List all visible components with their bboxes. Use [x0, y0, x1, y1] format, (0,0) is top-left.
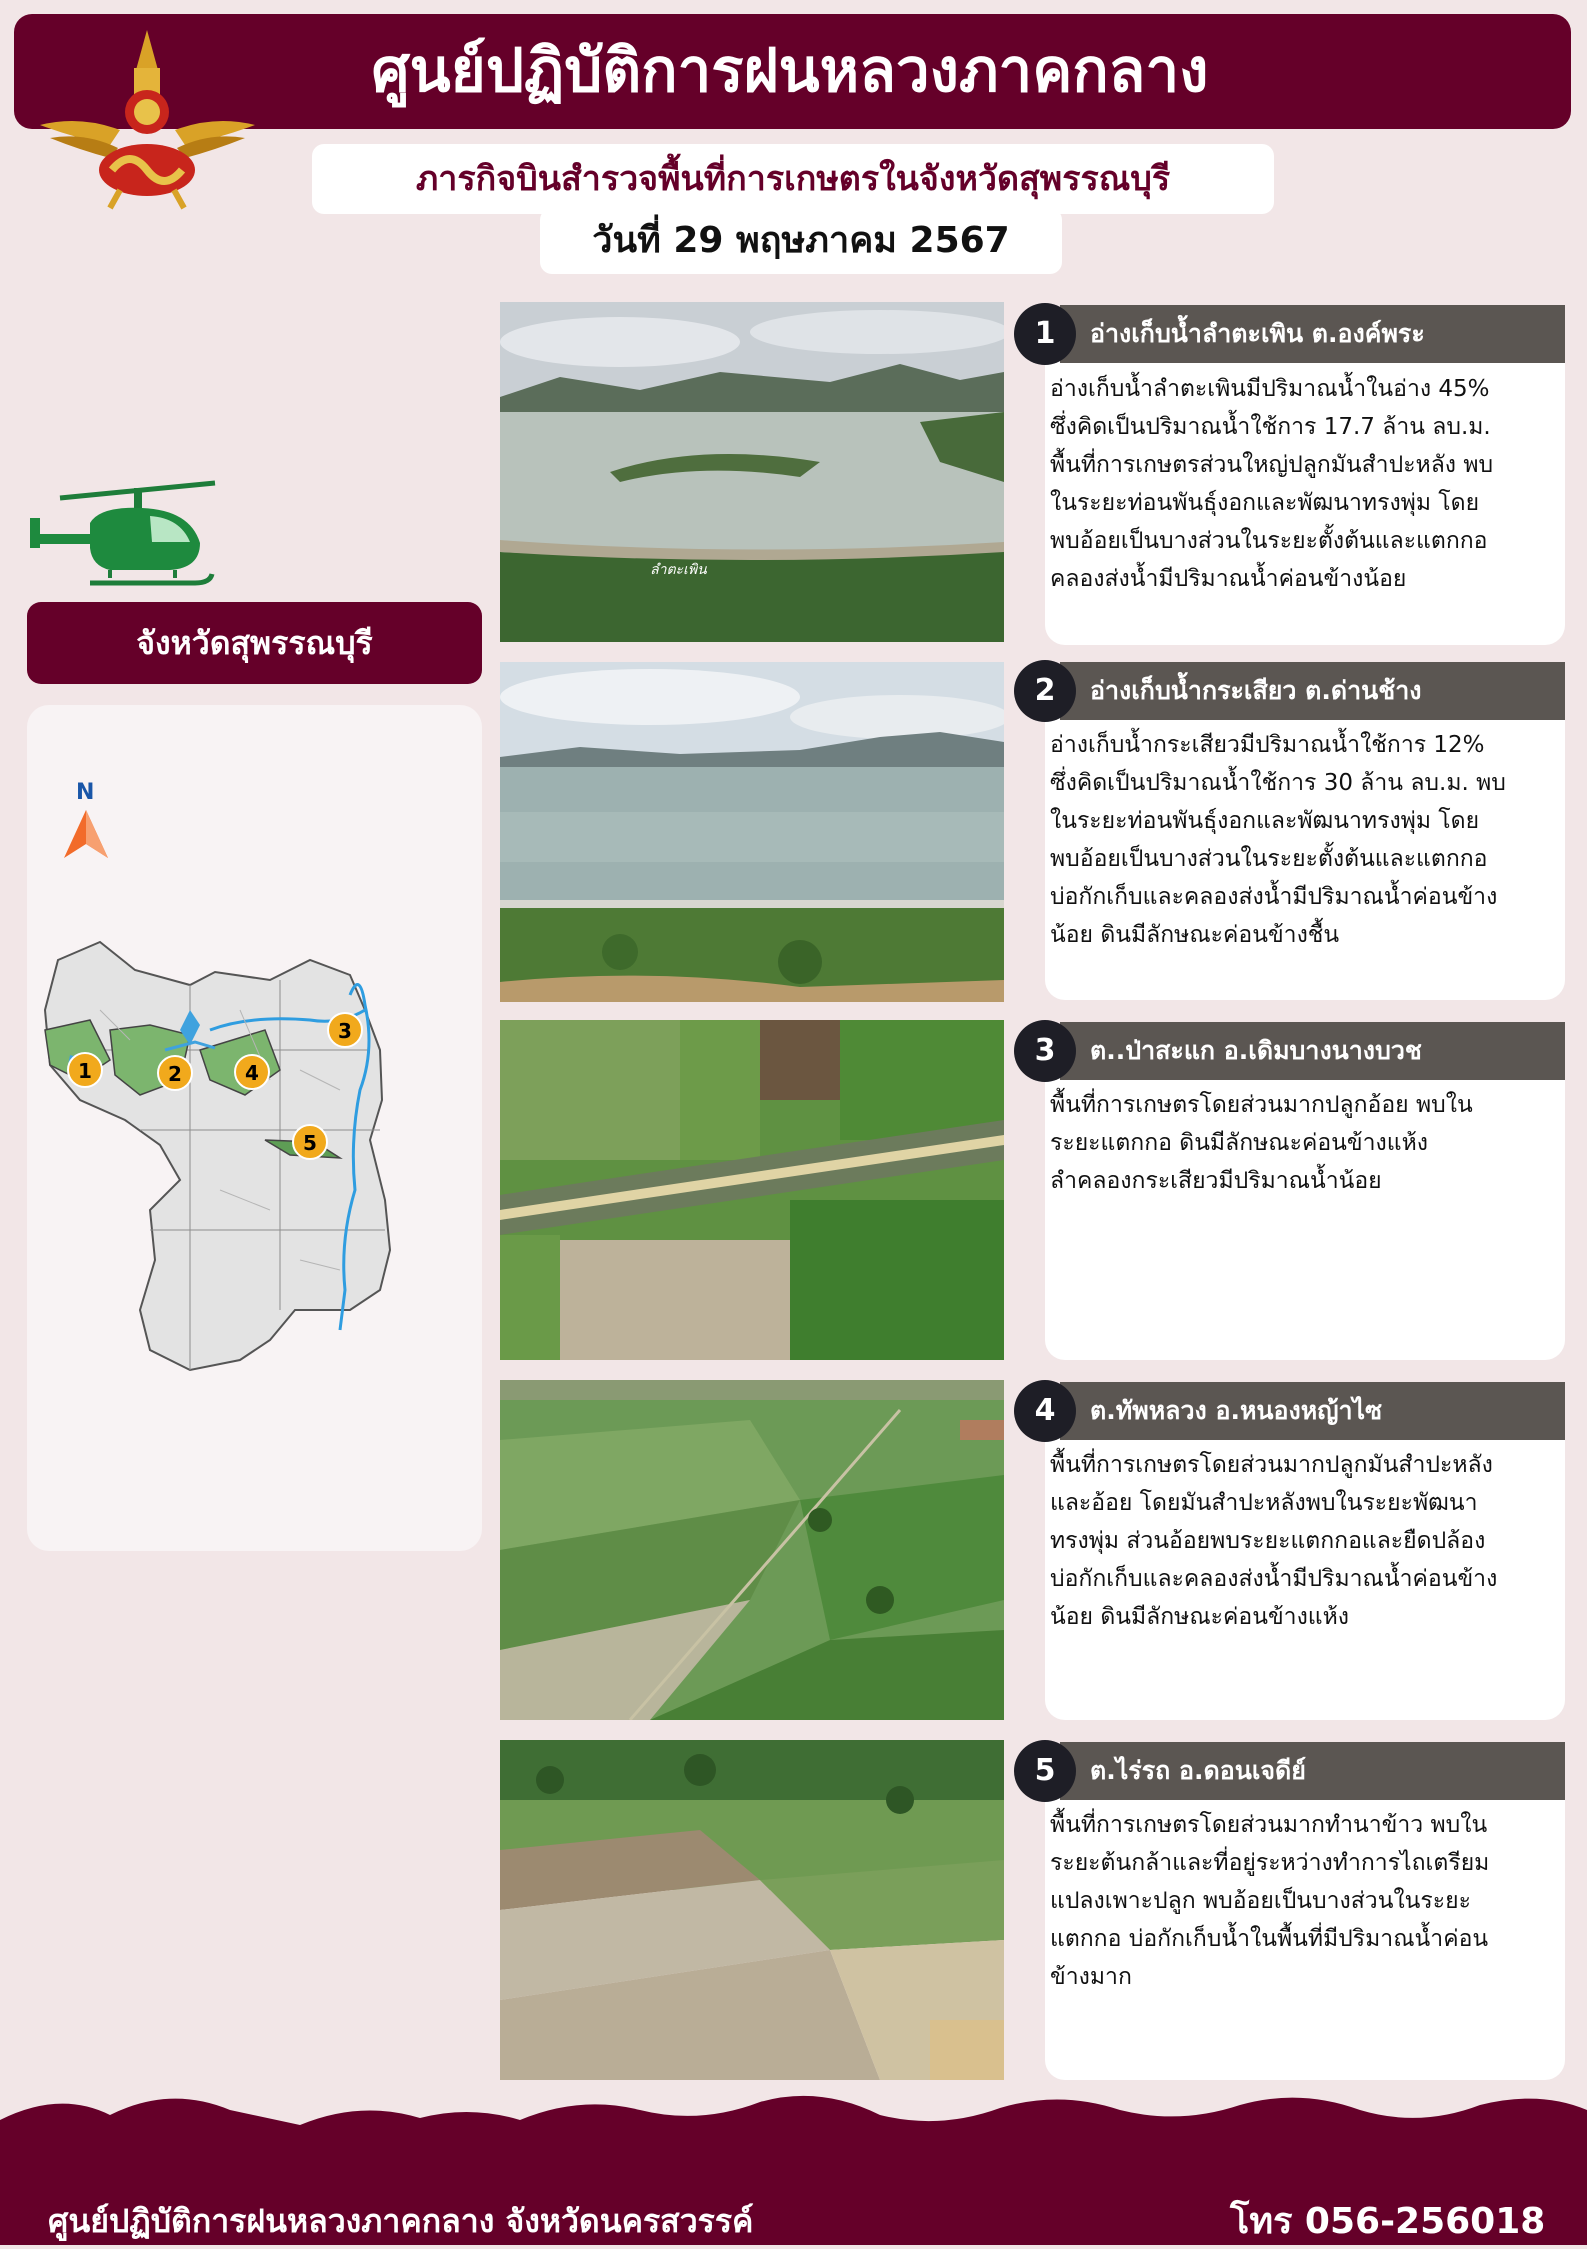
card-5-body — [1050, 1806, 1560, 1996]
card-4-line: พื้นที่การเกษตรโดยส่วนมากปลูกมันสำปะหลัง — [1050, 1452, 1493, 1478]
map-marker-1 — [68, 1053, 102, 1087]
card-5-heading: ต.ไร่รถ อ.ดอนเจดีย์ — [1060, 1742, 1565, 1800]
card-4-line: และอ้อย โดยมันสำปะหลังพบในระยะพัฒนา — [1050, 1490, 1478, 1516]
card-5-line: แตกกอ บ่อกักเก็บน้ำในพื้นที่มีปริมาณน้ำค่อน — [1050, 1926, 1489, 1952]
card-5-number: 5 — [1014, 1740, 1076, 1802]
province-map — [40, 930, 470, 1390]
map-marker-5 — [293, 1125, 327, 1159]
card-2-line: พบอ้อยเป็นบางส่วนในระยะตั้งต้นและแตกกอ — [1050, 846, 1488, 872]
card-4-line: บ่อกักเก็บและคลองส่งน้ำมีปริมาณน้ำค่อนข้าง — [1050, 1566, 1498, 1592]
card-2-body — [1050, 726, 1560, 954]
svg-text:3: 3 — [338, 1019, 352, 1043]
card-2-line: บ่อกักเก็บและคลองส่งน้ำมีปริมาณน้ำค่อนข้าง — [1050, 884, 1498, 910]
royal-emblem-icon — [40, 30, 255, 210]
photo-rairot-fields — [500, 1740, 1004, 2080]
card-3-heading: ต..ป่าสะแก อ.เดิมบางนางบวช — [1060, 1022, 1565, 1080]
svg-text:1: 1 — [78, 1059, 92, 1083]
card-1-heading: อ่างเก็บน้ำลำตะเพิน ต.องค์พระ — [1060, 305, 1565, 363]
card-2-line: ในระยะท่อนพันธุ์งอกและพัฒนาทรงพุ่ม โดย — [1050, 808, 1480, 834]
card-5-line: ระยะต้นกล้าและที่อยู่ระหว่างทำการไถเตรียม — [1050, 1850, 1490, 1876]
card-1-line: ในระยะท่อนพันธุ์งอกและพัฒนาทรงพุ่ม โดย — [1050, 490, 1480, 516]
photo1-caption: ลำตะเพิน — [650, 562, 707, 578]
card-1-number: 1 — [1014, 303, 1076, 365]
card-1-body — [1050, 370, 1560, 598]
mission-date: วันที่ 29 พฤษภาคม 2567 — [540, 208, 1062, 274]
card-4-body — [1050, 1446, 1560, 1636]
svg-text:4: 4 — [245, 1061, 259, 1085]
svg-text:5: 5 — [303, 1131, 317, 1155]
card-2-heading: อ่างเก็บน้ำกระเสียว ต.ด่านช้าง — [1060, 662, 1565, 720]
card-1-line: คลองส่งน้ำมีปริมาณน้ำค่อนข้างน้อย — [1050, 566, 1407, 592]
map-marker-2 — [158, 1056, 192, 1090]
province-label: จังหวัดสุพรรณบุรี — [27, 602, 482, 684]
card-4-number: 4 — [1014, 1380, 1076, 1442]
map-marker-3 — [328, 1013, 362, 1047]
card-3-line: พื้นที่การเกษตรโดยส่วนมากปลูกอ้อย พบใน — [1050, 1092, 1473, 1118]
footer-phone: โทร 056-256018 — [1230, 2201, 1546, 2242]
svg-text:2: 2 — [168, 1062, 182, 1086]
card-3-line: ระยะแตกกอ ดินมีลักษณะค่อนข้างแห้ง — [1050, 1130, 1428, 1156]
card-3-number: 3 — [1014, 1020, 1076, 1082]
card-4-line: ทรงพุ่ม ส่วนอ้อยพบระยะแตกกอและยืดปล้อง — [1050, 1528, 1486, 1554]
card-4-line: น้อย ดินมีลักษณะค่อนข้างแห้ง — [1050, 1604, 1350, 1630]
card-1-line: อ่างเก็บน้ำลำตะเพินมีปริมาณน้ำในอ่าง 45% — [1050, 376, 1490, 402]
card-5-line: แปลงเพาะปลูก พบอ้อยเป็นบางส่วนในระยะ — [1050, 1888, 1471, 1914]
card-4-heading: ต.ทัพหลวง อ.หนองหญ้าไซ — [1060, 1382, 1565, 1440]
card-3-line: ลำคลองกระเสียวมีปริมาณน้ำน้อย — [1050, 1168, 1382, 1194]
helicopter-icon — [30, 478, 225, 603]
card-2-line: ซึ่งคิดเป็นปริมาณน้ำใช้การ 30 ล้าน ลบ.ม. พบ — [1050, 770, 1506, 796]
photo-reservoir-krasiao — [500, 662, 1004, 1002]
card-1-line: พบอ้อยเป็นบางส่วนในระยะตั้งต้นและแตกกอ — [1050, 528, 1488, 554]
mission-subtitle: ภารกิจบินสำรวจพื้นที่การเกษตรในจังหวัดสุพรรณบุรี — [312, 144, 1274, 214]
photo-thapluang-fields — [500, 1380, 1004, 1720]
card-2-number: 2 — [1014, 660, 1076, 722]
card-3-body — [1050, 1086, 1560, 1200]
footer-organization: ศูนย์ปฏิบัติการฝนหลวงภาคกลาง จังหวัดนครสวรรค์ — [48, 2202, 754, 2240]
card-1-line: ซึ่งคิดเป็นปริมาณน้ำใช้การ 17.7 ล้าน ลบ.ม. — [1050, 414, 1491, 440]
card-2-line: อ่างเก็บน้ำกระเสียวมีปริมาณน้ำใช้การ 12% — [1050, 732, 1485, 758]
photo-reservoir-lamtaphoen — [500, 302, 1004, 642]
card-5-line: ข้างมาก — [1050, 1964, 1132, 1990]
photo-pasakae-fields — [500, 1020, 1004, 1360]
card-1-line: พื้นที่การเกษตรส่วนใหญ่ปลูกมันสำปะหลัง พบ — [1050, 452, 1494, 478]
north-label: N — [76, 780, 95, 805]
page-title: ศูนย์ปฏิบัติการฝนหลวงภาคกลาง — [371, 36, 1209, 106]
north-arrow-icon — [60, 808, 112, 860]
card-2-line: น้อย ดินมีลักษณะค่อนข้างชื้น — [1050, 922, 1340, 948]
map-marker-4 — [235, 1055, 269, 1089]
card-5-line: พื้นที่การเกษตรโดยส่วนมากทำนาข้าว พบใน — [1050, 1812, 1488, 1838]
